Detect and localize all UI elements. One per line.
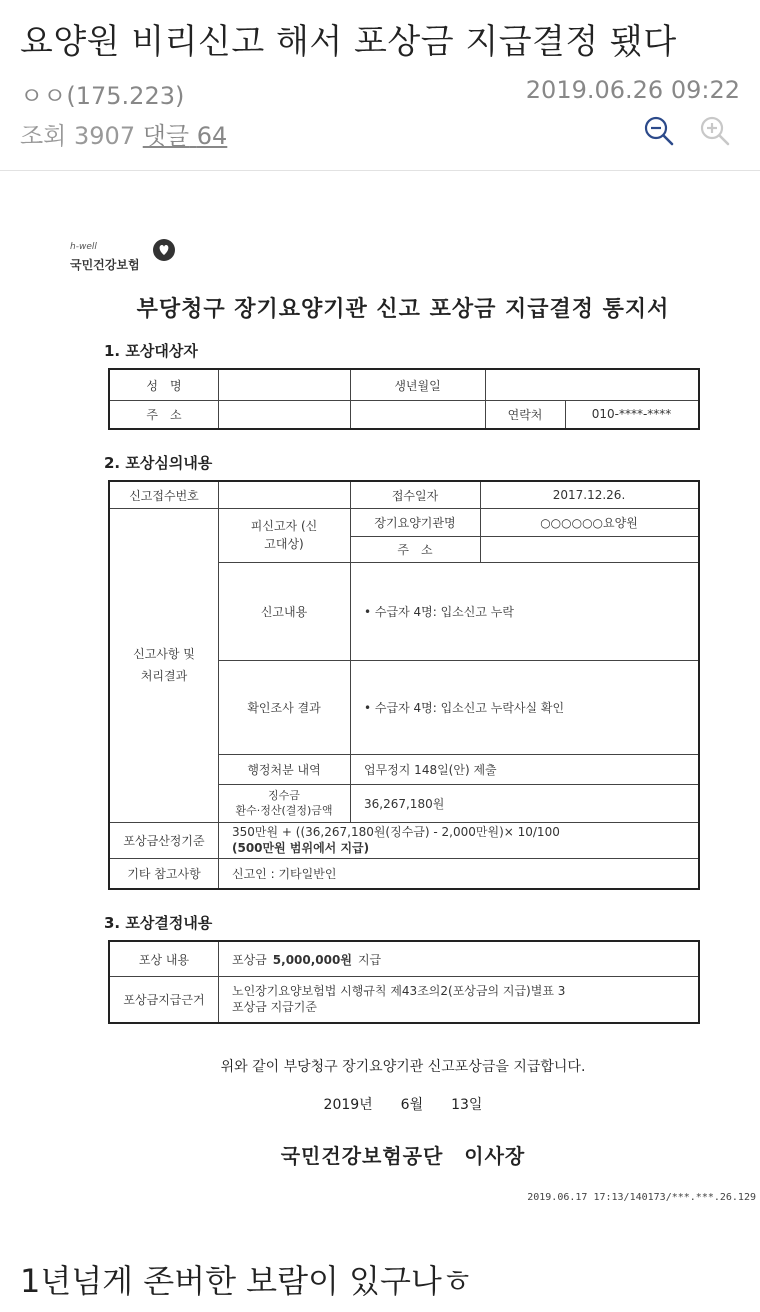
- reward-ground-line1: 노인장기요양보험법 시행규칙 제43조의2(포상금의 지급)별표 3: [232, 984, 566, 998]
- report-content-value: • 수급자 4명: 입소신고 누락: [364, 604, 514, 619]
- decision-table: [108, 940, 700, 1024]
- view-count: [20, 116, 227, 151]
- admin-action-value: 업무정지 148일(안) 제출: [364, 762, 497, 777]
- post-title: 요양원 비리신고 해서 포상금 지급결정 됐다: [20, 22, 677, 62]
- collection-label: [218, 784, 350, 822]
- signature: 국민건강보험공단 이사장: [280, 1144, 526, 1168]
- review-table: [108, 480, 700, 890]
- investigation-value: • 수급자 4명: 입소신고 누락사실 확인: [364, 700, 565, 715]
- collection-amount: 36,267,180원: [364, 796, 445, 811]
- reward-ground-line2: 포상금 지급기준: [232, 1000, 317, 1014]
- recipient-table: [108, 368, 700, 430]
- print-stamp: 2019.06.17 17:13/140173/***.***.26.129: [527, 1192, 756, 1203]
- receipt-date-value: 2017.12.26.: [552, 488, 626, 502]
- accused-label: 피신고자 (신고대상): [250, 519, 318, 551]
- report-content-label: 신고내용: [260, 604, 308, 619]
- reward-ground-value: [232, 976, 698, 1022]
- logo-name: 국민건강보험: [70, 258, 140, 272]
- comments-value: 64: [196, 122, 228, 150]
- views-value: 3907: [74, 122, 136, 150]
- facility-name-value: ○○○○○○요양원: [540, 515, 638, 530]
- notice-document-image: [58, 222, 756, 1220]
- contact-label: 연락처: [507, 407, 543, 422]
- facility-name-label: 장기요양기관명: [374, 515, 456, 530]
- reward-amount: 5,000,000원: [272, 952, 352, 967]
- collection-label-line1: 징수금: [268, 789, 300, 802]
- investigation-label: 확인조사 결과: [247, 700, 321, 715]
- facility-address-label: 주 소: [397, 542, 433, 557]
- section-2-heading: 2. 포상심의내용: [104, 454, 213, 472]
- reward-content-value: [232, 942, 698, 976]
- zoom-out-icon[interactable]: [642, 114, 676, 148]
- other-notes-value: 신고인 : 기타일반인: [232, 866, 337, 881]
- reward-basis-value: [232, 822, 698, 858]
- reward-formula: 350만원 + ((36,267,180원(징수금) - 2,000만원)× 10/100: [232, 825, 560, 839]
- post-date: 2019.06.26 09:22: [525, 76, 740, 104]
- nhis-logo: [68, 236, 178, 276]
- reward-content-prefix: 포상금: [232, 952, 267, 967]
- post-meta: [20, 76, 740, 108]
- collection-label-line2: 환수·정산(결정)금액: [235, 804, 333, 817]
- reward-content-label: 포상 내용: [138, 952, 190, 967]
- views-label: 조회: [20, 122, 67, 150]
- receipt-date-label: 접수일자: [391, 488, 439, 503]
- comments-link[interactable]: [143, 122, 228, 150]
- name-label: 성 명: [146, 378, 182, 393]
- report-group-label: 신고사항 및 처리결과: [133, 647, 195, 683]
- receipt-no-label: 신고접수번호: [129, 488, 199, 503]
- section-1-heading: 1. 포상대상자: [104, 342, 198, 360]
- closing-statement: 위와 같이 부당청구 장기요양기관 신고포상금을 지급합니다.: [220, 1059, 586, 1075]
- birth-label: 생년월일: [394, 378, 441, 393]
- heart-logo-icon: [152, 238, 176, 262]
- post-stats: [20, 116, 740, 152]
- comments-label: 댓글: [142, 122, 190, 150]
- post-body-text: 1년넘게 존버한 보람이 있구나ㅎ: [20, 1262, 473, 1300]
- document-title: 부당청구 장기요양기관 신고 포상금 지급결정 통지서: [136, 296, 670, 322]
- author-name[interactable]: ㅇㅇ(175.223): [20, 82, 185, 110]
- reward-ground-label: 포상금지급근거: [123, 992, 205, 1007]
- logo-tagline: h-well: [70, 242, 97, 252]
- reward-basis-label: 포상금산정기준: [123, 833, 205, 848]
- closing-date: 2019년 6월 13일: [323, 1097, 483, 1113]
- zoom-in-icon[interactable]: [698, 114, 732, 148]
- admin-action-label: 행정처분 내역: [247, 762, 321, 777]
- header-divider: [0, 170, 760, 171]
- contact-value: 010-****-****: [591, 407, 672, 421]
- address-label: 주 소: [146, 407, 182, 422]
- other-notes-label: 기타 참고사항: [127, 866, 201, 881]
- reward-content-suffix: 지급: [357, 952, 382, 967]
- section-3-heading: 3. 포상결정내용: [104, 914, 213, 932]
- reward-limit: (500만원 범위에서 지급): [232, 841, 370, 855]
